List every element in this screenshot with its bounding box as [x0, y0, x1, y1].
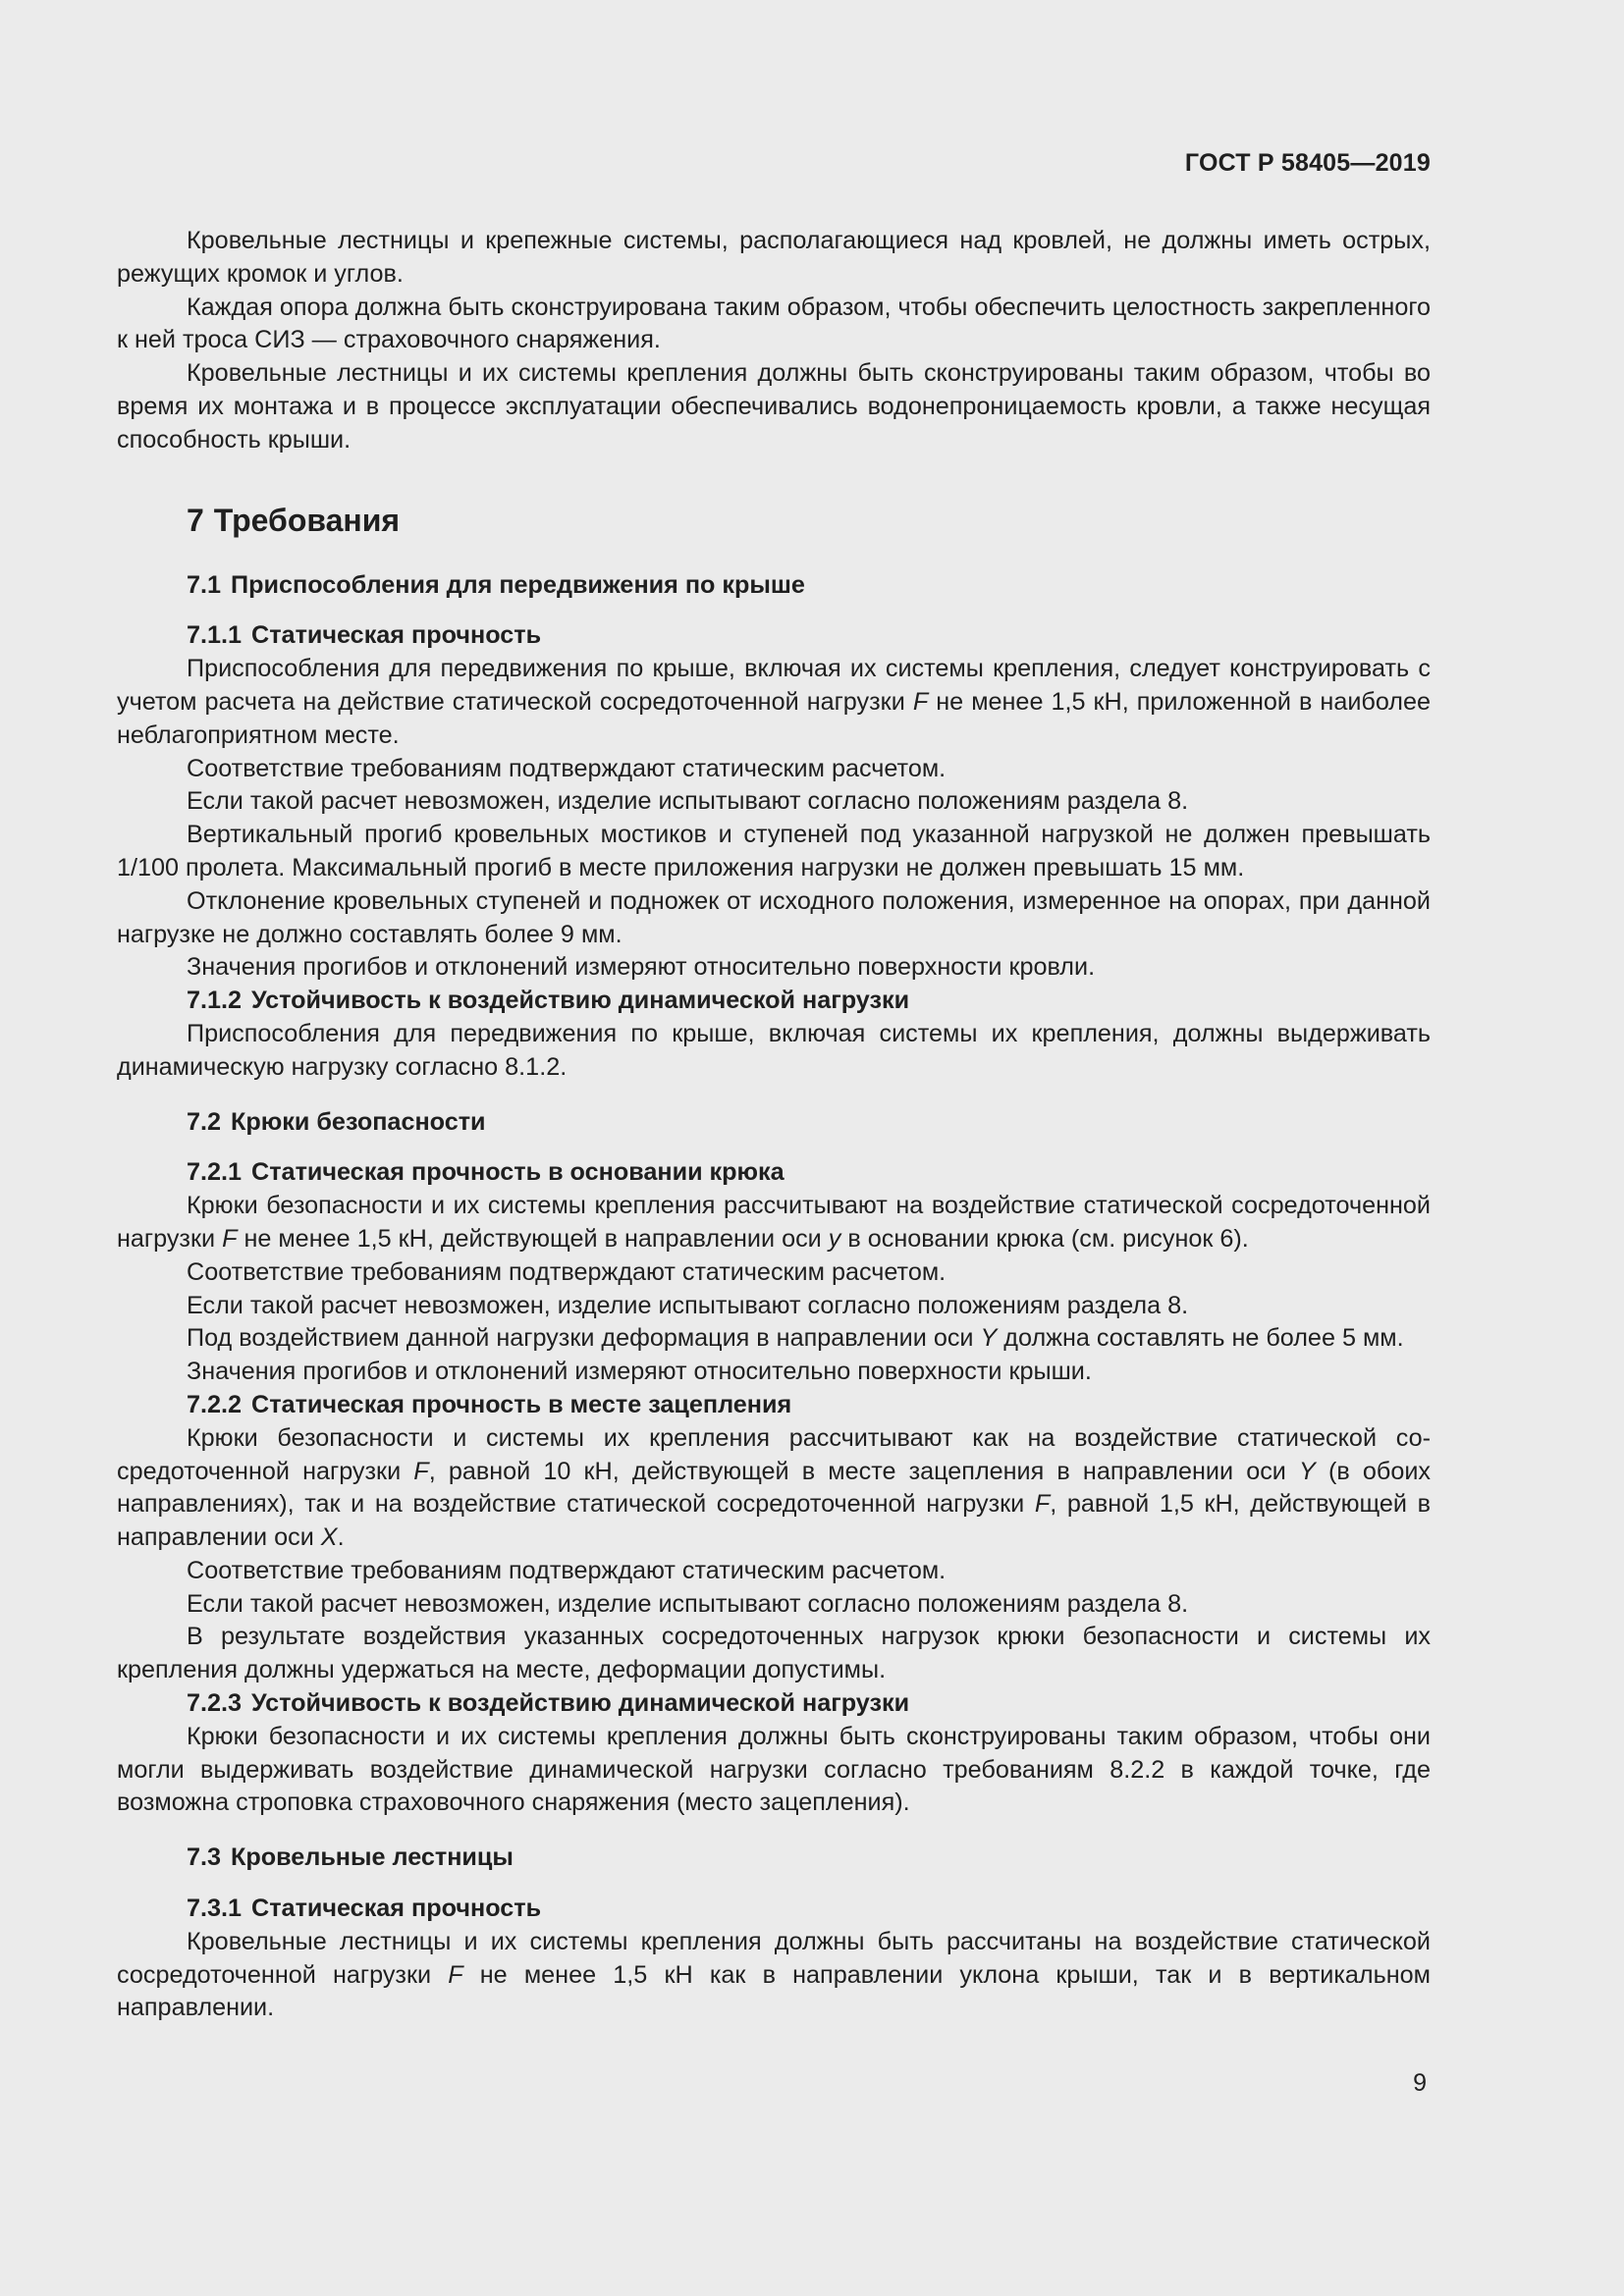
clause-title: Статическая прочность в основании крюка: [251, 1158, 785, 1187]
text-run: должна составлять не более 5 мм.: [997, 1324, 1404, 1353]
page-body: [117, 225, 1431, 2025]
clause-heading: [187, 1389, 1431, 1422]
text-run: .: [337, 1523, 345, 1552]
paragraph: Соответствие требованиям подтверждают статическим расчетом.: [187, 1257, 947, 1286]
variable: X: [320, 1523, 338, 1552]
text-run: в основании крюка (см. рисунок 6).: [840, 1224, 1249, 1253]
text-run: не менее 1,5 кН, действующей в направлении оси: [237, 1224, 829, 1253]
section-number: 7: [187, 502, 204, 538]
subsection-heading: [187, 569, 1431, 603]
clause-number: 7.1.2: [187, 987, 243, 1015]
variable: y: [828, 1224, 841, 1253]
document-header: ГОСТ Р 58405—2019: [1184, 149, 1431, 177]
paragraph: Крюки безопасности и их системы крепления должны быть сконструированы таким образом, чтобы они могли выдерживать воздействие динамической нагрузки согласно требованиям 8.2.2 в каждой точке, где возможна строповка страховочного снаряжения (место зацепления).: [117, 1722, 1431, 1817]
clause-title: Статическая прочность: [251, 621, 542, 650]
text-run: Под воздействием данной нагрузки деформация в направлении оси: [187, 1324, 981, 1353]
paragraph: Отклонение кровельных ступеней и подножек от исходного положения, измеренное на опорах, при данной нагрузке не должно составлять более 9 мм.: [117, 886, 1431, 948]
variable: F: [448, 1960, 463, 1989]
clause-title: Устойчивость к воздействию динамической нагрузки: [251, 987, 910, 1015]
paragraph: Значения прогибов и отклонений измеряют относительно поверхности кровли.: [187, 953, 1096, 982]
clause-title: Статическая прочность: [251, 1895, 542, 1923]
clause-title: Устойчивость к воздействию динамической нагрузки: [251, 1689, 910, 1718]
paragraph: [117, 1926, 1431, 2025]
variable: F: [912, 687, 929, 716]
paragraph: [117, 1190, 1431, 1256]
text-run: Приспособления для передвижения по крыше, включая их системы крепления, следует конструировать с учетом расчета на действие статической сосредоточенной нагрузки: [117, 655, 1431, 716]
subsection-number: 7.1: [187, 570, 222, 599]
variable: Y: [1299, 1457, 1316, 1485]
paragraph: Если такой расчет невозможен, изделие испытывают согласно положениям раздела 8.: [187, 787, 1189, 816]
section-heading: [187, 501, 1431, 540]
clause-number: 7.2.3: [187, 1689, 243, 1718]
paragraph: [117, 653, 1431, 752]
clause-heading: [187, 1156, 1431, 1190]
clause-heading: [187, 619, 1431, 653]
variable: F: [413, 1457, 429, 1485]
clause-number: 7.1.1: [187, 621, 243, 650]
clause-number: 7.3.1: [187, 1895, 243, 1923]
clause-heading: [187, 1687, 1431, 1721]
clause-number: 7.2.1: [187, 1158, 243, 1187]
variable: Y: [980, 1324, 998, 1353]
intro-paragraph: Каждая опора должна быть сконструирована таким образом, чтобы обеспечить целостность закрепленного к ней троса СИЗ — страховочного снаряжения.: [117, 293, 1431, 354]
text-run: Крюки безопасности и системы их крепления рассчитывают как на воздействие статической сосредоточенной нагрузки: [117, 1423, 1431, 1485]
subsection-number: 7.2: [187, 1107, 222, 1136]
text-run: , равной 1,5 кН, действующей в направлении оси: [117, 1490, 1431, 1552]
variable: F: [1034, 1490, 1051, 1519]
text-run: не менее 1,5 кН как в направлении уклона крыши, так и в вертикальном направлении.: [117, 1960, 1431, 2022]
subsection-title: Приспособления для передвижения по крыше: [231, 570, 805, 599]
text-run: Крюки безопасности и их системы крепления рассчитывают на воздействие статической сосредоточенной нагрузки: [117, 1192, 1431, 1253]
paragraph: [117, 1422, 1431, 1555]
paragraph: Вертикальный прогиб кровельных мостиков и ступеней под указанной нагрузкой не должен превышать 1/100 пролета. Максимальный прогиб в месте приложения нагрузки не должен превышать 15 мм.: [117, 821, 1431, 881]
clause-number: 7.2.2: [187, 1390, 243, 1418]
paragraph: Значения прогибов и отклонений измеряют относительно поверхности крыши.: [187, 1358, 1092, 1386]
paragraph: Соответствие требованиям подтверждают статическим расчетом.: [187, 754, 947, 782]
paragraph: Если такой расчет невозможен, изделие испытывают согласно положениям раздела 8.: [187, 1589, 1189, 1618]
subsection-heading: [187, 1842, 1431, 1875]
text-run: не менее 1,5 кН, приложенной в наиболее неблагоприятном месте.: [117, 687, 1432, 749]
clause-title: Статическая прочность в месте зацепления: [251, 1390, 792, 1418]
paragraph: [117, 1322, 1431, 1356]
section-title: Требования: [213, 502, 401, 538]
subsection-number: 7.3: [187, 1843, 222, 1872]
paragraph: Приспособления для передвижения по крыше, включая системы их крепления, должны выдерживать динамическую нагрузку согласно 8.1.2.: [117, 1019, 1431, 1081]
intro-paragraph: Кровельные лестницы и крепежные системы, располагающиеся над кровлей, не должны иметь острых, режущих кромок и углов.: [117, 227, 1431, 288]
paragraph: В результате воздействия указанных сосредоточенных нагрузок крюки безопасности и системы их крепления должны удержаться на месте, деформации допустимы.: [117, 1623, 1431, 1684]
text-run: Кровельные лестницы и их системы крепления должны быть рассчитаны на воздействие статической сосредоточенной нагрузки: [117, 1927, 1431, 1989]
clause-heading: [187, 985, 1431, 1018]
clause-heading: [187, 1893, 1431, 1926]
text-run: , равной 10 кН, действующей в месте зацепления в направлении оси: [428, 1457, 1300, 1485]
intro-paragraph: Кровельные лестницы и их системы крепления должны быть сконструированы таким образом, чтобы во время их монтажа и в процессе эксплуатации обеспечивались водонепроницаемость кровли, а также несущая способность крыши.: [117, 359, 1431, 454]
variable: F: [222, 1224, 238, 1253]
subsection-heading: [187, 1106, 1431, 1140]
paragraph: Соответствие требованиям подтверждают статическим расчетом.: [187, 1556, 947, 1584]
paragraph: Если такой расчет невозможен, изделие испытывают согласно положениям раздела 8.: [187, 1291, 1189, 1319]
page-number: 9: [1413, 2069, 1427, 2097]
text-run: (в обоих направлениях), так и на воздействие статической сосредоточенной нагрузки: [117, 1457, 1432, 1519]
subsection-title: Крюки безопасности: [231, 1107, 486, 1136]
subsection-title: Кровельные лестницы: [231, 1843, 514, 1872]
